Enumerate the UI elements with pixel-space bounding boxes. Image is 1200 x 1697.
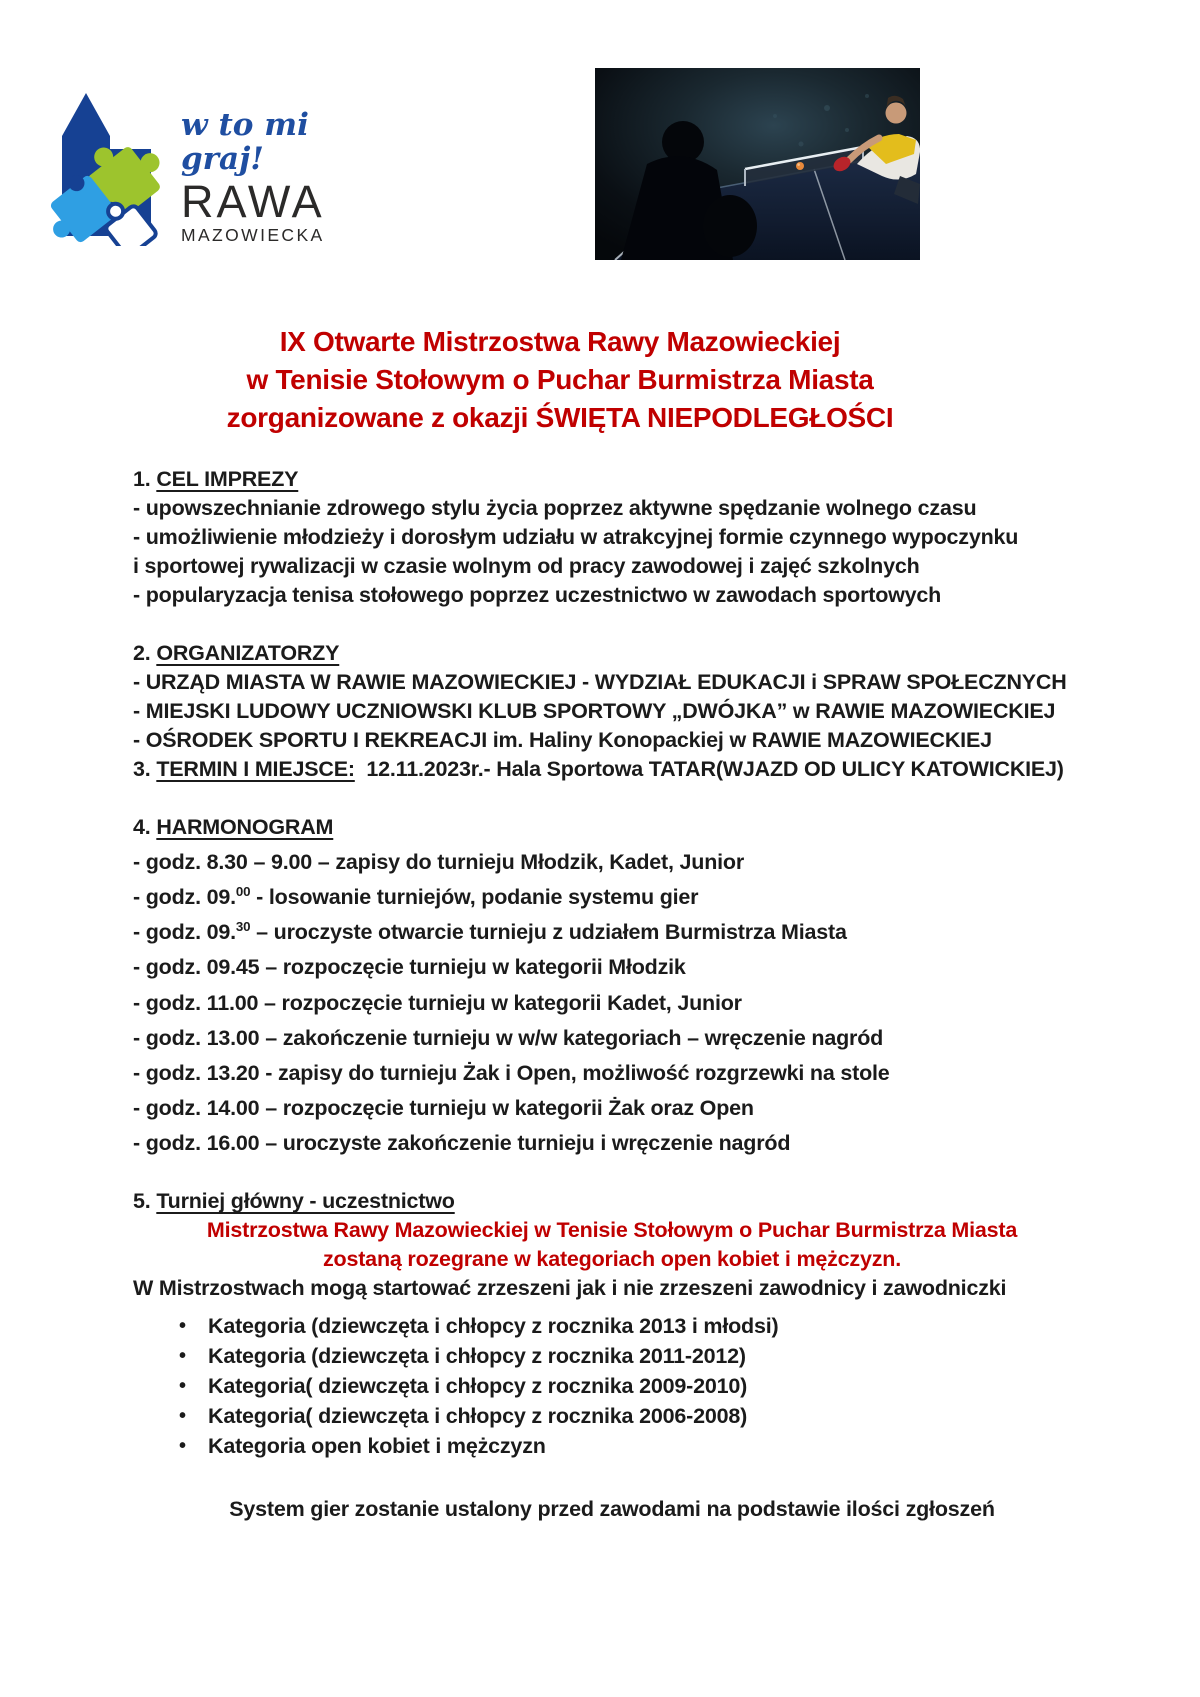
- section-number: 4.: [133, 815, 151, 839]
- schedule-lines: [133, 842, 1091, 1158]
- section-heading-line: [133, 813, 1091, 842]
- schedule-superscript: 00: [235, 884, 251, 900]
- schedule-line: [133, 983, 1091, 1018]
- schedule-line: [133, 1088, 1091, 1123]
- title-line: IX Otwarte Mistrzostwa Rawy Mazowieckiej: [279, 326, 841, 357]
- schedule-superscript: 30: [235, 919, 251, 935]
- highlight-line: zostaną rozegrane w kategoriach open kobiet i mężczyzn.: [322, 1247, 901, 1272]
- schedule-text: - godz. 13.20 - zapisy do turnieju Żak i Open, możliwość rozgrzewki na stole: [133, 1061, 890, 1086]
- termin-details: 12.11.2023r.- Hala Sportowa TATAR(WJAZD OD ULICY KATOWICKIEJ): [366, 757, 1064, 781]
- schedule-text: - godz. 16.00 – uroczyste zakończenie turnieju i wręczenie nagród: [133, 1131, 791, 1156]
- category-item: [133, 1341, 1091, 1371]
- schedule-text: - godz. 11.00 – rozpoczęcie turnieju w kategorii Kadet, Junior: [133, 990, 742, 1015]
- schedule-line: [133, 842, 1091, 877]
- section-lines: [133, 668, 1091, 755]
- category-label: Kategoria( dziewczęta i chłopcy z rocznika 2006-2008): [208, 1404, 748, 1429]
- section-heading: TERMIN I MIEJSCE:: [156, 757, 355, 781]
- category-list: [133, 1311, 1091, 1461]
- section-harmonogram: [133, 813, 1091, 1158]
- section-heading-line: [133, 639, 1091, 668]
- text-line: - OŚRODEK SPORTU I REKREACJI im. Haliny Konopackiej w RAWIE MAZOWIECKIEJ: [133, 728, 992, 752]
- schedule-line: [133, 947, 1091, 982]
- section-termin-i-miejsce: [133, 755, 1091, 784]
- logo-city-name: RAWA: [181, 176, 325, 228]
- section-heading: ORGANIZATORZY: [156, 641, 340, 665]
- schedule-line: [133, 877, 1091, 912]
- table-tennis-photo: [595, 68, 920, 260]
- section-number: 2.: [133, 641, 151, 665]
- category-item: [133, 1311, 1091, 1341]
- logo-city-subname: MAZOWIECKA: [181, 225, 325, 246]
- section-lines: [133, 494, 1091, 610]
- schedule-text: - godz. 14.00 – rozpoczęcie turnieju w kategorii Żak oraz Open: [133, 1096, 754, 1121]
- section-heading: HARMONOGRAM: [156, 815, 334, 839]
- document-title: [0, 323, 1120, 437]
- section-number: 1.: [133, 467, 151, 491]
- logo-text-block: [181, 108, 345, 246]
- schedule-line: [133, 1123, 1091, 1158]
- bullet-icon: •: [179, 1435, 186, 1458]
- text-line: - upowszechnianie zdrowego stylu życia poprzez aktywne spędzanie wolnego czasu: [133, 496, 977, 520]
- section-number: 3.: [133, 757, 151, 781]
- title-line: zorganizowane z okazji ŚWIĘTA NIEPODLEGŁOŚCI: [226, 402, 894, 433]
- rawa-logo: [45, 86, 345, 246]
- section-turniej-glowny: [133, 1187, 1091, 1461]
- schedule-text: - godz. 09.45 – rozpoczęcie turnieju w kategorii Młodzik: [133, 955, 686, 980]
- section-organizatorzy: [133, 639, 1091, 755]
- schedule-line: [133, 912, 1091, 947]
- schedule-text: - losowanie turniejów, podanie systemu gier: [250, 885, 699, 910]
- schedule-text: - godz. 09.: [133, 885, 236, 910]
- schedule-text: – uroczyste otwarcie turnieju z udziałem Burmistrza Miasta: [250, 920, 847, 945]
- bullet-icon: •: [179, 1405, 186, 1428]
- text-line: i sportowej rywalizacji w czasie wolnym od pracy zawodowej i zajęć szkolnych: [133, 554, 920, 578]
- section-cel-imprezy: [133, 465, 1091, 610]
- section-heading-line: [133, 1187, 1091, 1216]
- category-item: [133, 1371, 1091, 1401]
- bullet-icon: •: [179, 1315, 186, 1338]
- text-line: - URZĄD MIASTA W RAWIE MAZOWIECKIEJ - WYDZIAŁ EDUKACJI i SPRAW SPOŁECZNYCH: [133, 670, 1067, 694]
- bullet-icon: •: [179, 1375, 186, 1398]
- section-heading-line: [133, 755, 1091, 784]
- highlight-lines: [133, 1216, 1091, 1274]
- bullet-icon: •: [179, 1345, 186, 1368]
- logo-tagline: w to mi graj!: [181, 107, 309, 178]
- section-heading-line: [133, 465, 1091, 494]
- schedule-line: [133, 1053, 1091, 1088]
- section-heading: CEL IMPREZY: [156, 467, 299, 491]
- title-line: w Tenisie Stołowym o Puchar Burmistrza Miasta: [246, 364, 874, 395]
- schedule-line: [133, 1018, 1091, 1053]
- schedule-text: - godz. 09.: [133, 920, 236, 945]
- text-line: - popularyzacja tenisa stołowego poprzez uczestnictwo w zawodach sportowych: [133, 583, 942, 607]
- highlight-line: Mistrzostwa Rawy Mazowieckiej w Tenisie Stołowym o Puchar Burmistrza Miasta: [206, 1218, 1018, 1243]
- document-body: [133, 465, 1091, 1524]
- section-heading: Turniej główny - uczestnictwo: [156, 1189, 455, 1214]
- category-label: Kategoria (dziewczęta i chłopcy z rocznika 2013 i młodsi): [208, 1314, 779, 1339]
- category-label: Kategoria open kobiet i mężczyzn: [208, 1434, 546, 1459]
- category-item: [133, 1401, 1091, 1431]
- schedule-text: - godz. 8.30 – 9.00 – zapisy do turnieju Młodzik, Kadet, Junior: [133, 850, 745, 875]
- puzzle-castle-icon: [45, 86, 167, 246]
- schedule-text: - godz. 13.00 – zakończenie turnieju w w/w kategoriach – wręczenie nagród: [133, 1025, 884, 1050]
- category-label: Kategoria (dziewczęta i chłopcy z rocznika 2011-2012): [208, 1344, 746, 1369]
- footer-note: System gier zostanie ustalony przed zawodami na podstawie ilości zgłoszeń: [229, 1497, 995, 1522]
- category-item: [133, 1431, 1091, 1461]
- participation-note: W Mistrzostwach mogą startować zrzeszeni jak i nie zrzeszeni zawodnicy i zawodniczki: [133, 1276, 1007, 1301]
- text-line: - umożliwienie młodzieży i dorosłym udziału w atrakcyjnej formie czynnego wypoczynku: [133, 525, 1019, 549]
- section-number: 5.: [133, 1189, 151, 1214]
- text-line: - MIEJSKI LUDOWY UCZNIOWSKI KLUB SPORTOWY „DWÓJKA” w RAWIE MAZOWIECKIEJ: [133, 699, 1056, 723]
- category-label: Kategoria( dziewczęta i chłopcy z rocznika 2009-2010): [208, 1374, 748, 1399]
